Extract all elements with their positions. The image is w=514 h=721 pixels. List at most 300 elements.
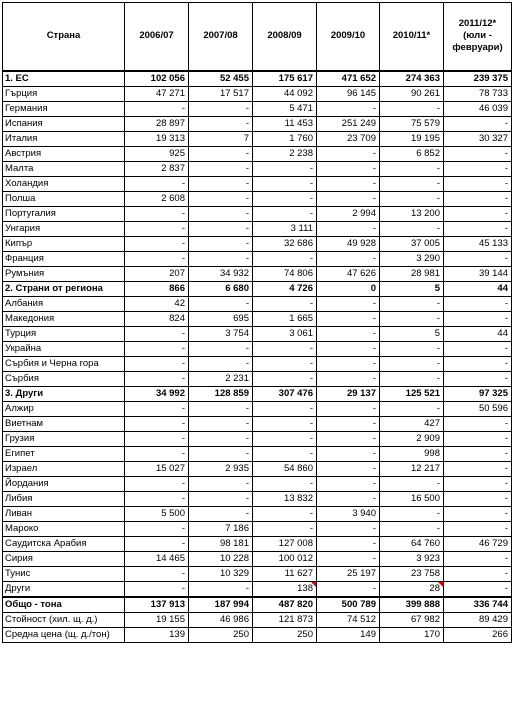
- table-cell: -: [189, 581, 253, 597]
- row-label: Македония: [3, 311, 125, 326]
- table-cell: -: [317, 296, 380, 311]
- table-cell: -: [444, 296, 512, 311]
- table-cell: -: [444, 566, 512, 581]
- table-cell: 19 313: [125, 131, 189, 146]
- table-row: [3, 356, 512, 371]
- table-row: [3, 536, 512, 551]
- table-cell: 251 249: [317, 116, 380, 131]
- table-cell: 170: [380, 627, 444, 642]
- row-label: Алжир: [3, 401, 125, 416]
- table-cell: -: [317, 341, 380, 356]
- table-cell: 67 982: [380, 612, 444, 627]
- table-cell: 3 061: [253, 326, 317, 341]
- table-cell: 487 820: [253, 597, 317, 613]
- table-cell: -: [380, 521, 444, 536]
- table-cell: -: [444, 206, 512, 221]
- table-cell: -: [253, 296, 317, 311]
- row-label: Румъния: [3, 266, 125, 281]
- row-label: Албания: [3, 296, 125, 311]
- table-cell: 3 754: [189, 326, 253, 341]
- row-label: Малта: [3, 161, 125, 176]
- table-cell: -: [189, 341, 253, 356]
- table-cell: -: [444, 311, 512, 326]
- table-row: [3, 371, 512, 386]
- table-cell: -: [189, 221, 253, 236]
- table-row: [3, 386, 512, 401]
- table-cell: 2 837: [125, 161, 189, 176]
- table-cell: 250: [189, 627, 253, 642]
- table-cell: 266: [444, 627, 512, 642]
- table-cell: 45 133: [444, 236, 512, 251]
- table-cell: 49 928: [317, 236, 380, 251]
- table-row: [3, 116, 512, 131]
- table-cell: 30 327: [444, 131, 512, 146]
- table-cell: 17 517: [189, 86, 253, 101]
- table-cell: -: [444, 341, 512, 356]
- table-cell: 2 935: [189, 461, 253, 476]
- table-row: [3, 461, 512, 476]
- table-cell: -: [253, 521, 317, 536]
- table-cell: 2 909: [380, 431, 444, 446]
- table-cell: -: [444, 371, 512, 386]
- table-cell: 90 261: [380, 86, 444, 101]
- table-cell: 102 056: [125, 71, 189, 87]
- table-cell: 336 744: [444, 597, 512, 613]
- table-cell: 250: [253, 627, 317, 642]
- table-cell: 500 789: [317, 597, 380, 613]
- table-cell: 13 832: [253, 491, 317, 506]
- table-cell: -: [317, 446, 380, 461]
- table-cell: -: [444, 161, 512, 176]
- table-cell: 175 617: [253, 71, 317, 87]
- table-cell: 3 940: [317, 506, 380, 521]
- table-cell: -: [444, 356, 512, 371]
- table-cell: -: [380, 341, 444, 356]
- table-cell: -: [253, 506, 317, 521]
- table-cell: -: [317, 371, 380, 386]
- table-row: [3, 581, 512, 597]
- table-cell: 149: [317, 627, 380, 642]
- table-cell: 52 455: [189, 71, 253, 87]
- table-cell: -: [125, 491, 189, 506]
- table-cell: 78 733: [444, 86, 512, 101]
- table-cell: -: [317, 536, 380, 551]
- table-row: [3, 221, 512, 236]
- table-cell: 1 665: [253, 311, 317, 326]
- table-cell: 44: [444, 326, 512, 341]
- row-label: Италия: [3, 131, 125, 146]
- table-row: [3, 191, 512, 206]
- table-cell: -: [253, 206, 317, 221]
- table-cell: -: [253, 431, 317, 446]
- row-label: 3. Други: [3, 386, 125, 401]
- table-cell: 46 986: [189, 612, 253, 627]
- table-cell: 695: [189, 311, 253, 326]
- table-cell: -: [125, 251, 189, 266]
- table-cell: -: [444, 221, 512, 236]
- column-header: 2006/07: [125, 3, 189, 71]
- table-cell: -: [125, 536, 189, 551]
- table-cell: 925: [125, 146, 189, 161]
- table-row: [3, 86, 512, 101]
- table-row: [3, 176, 512, 191]
- table-cell: -: [125, 356, 189, 371]
- table-row: [3, 341, 512, 356]
- table-cell: 54 860: [253, 461, 317, 476]
- table-cell: -: [189, 416, 253, 431]
- row-label: Полша: [3, 191, 125, 206]
- table-cell: -: [125, 401, 189, 416]
- table-cell: 1 760: [253, 131, 317, 146]
- table-cell: 64 760: [380, 536, 444, 551]
- table-cell: -: [380, 191, 444, 206]
- table-cell: -: [125, 206, 189, 221]
- table-cell: 25 197: [317, 566, 380, 581]
- table-cell: -: [444, 491, 512, 506]
- table-cell: -: [317, 551, 380, 566]
- row-label: Сирия: [3, 551, 125, 566]
- header-row: [3, 3, 512, 71]
- table-cell: -: [189, 506, 253, 521]
- table-cell: 44: [444, 281, 512, 296]
- table-cell: -: [380, 161, 444, 176]
- table-cell: -: [317, 521, 380, 536]
- row-label: Украйна: [3, 341, 125, 356]
- table-cell: 2 238: [253, 146, 317, 161]
- table-cell: -: [444, 551, 512, 566]
- row-label: Турция: [3, 326, 125, 341]
- table-cell: -: [253, 176, 317, 191]
- table-cell: -: [189, 446, 253, 461]
- table-cell: 28 897: [125, 116, 189, 131]
- row-label: Общо - тона: [3, 597, 125, 613]
- table-cell: -: [444, 431, 512, 446]
- table-cell: -: [444, 521, 512, 536]
- table-cell: 23 758: [380, 566, 444, 581]
- row-label: 2. Страни от региона: [3, 281, 125, 296]
- table-row: [3, 281, 512, 296]
- table-cell: 19 155: [125, 612, 189, 627]
- column-header: 2010/11*: [380, 3, 444, 71]
- table-cell: -: [125, 341, 189, 356]
- table-cell: -: [189, 161, 253, 176]
- row-label: Кипър: [3, 236, 125, 251]
- table-cell: 239 375: [444, 71, 512, 87]
- table-body: [3, 3, 512, 643]
- table-cell: -: [125, 221, 189, 236]
- table-cell: 307 476: [253, 386, 317, 401]
- table-cell: 96 145: [317, 86, 380, 101]
- row-label: Йордания: [3, 476, 125, 491]
- table-cell: 998: [380, 446, 444, 461]
- table-row: [3, 476, 512, 491]
- row-label: Германия: [3, 101, 125, 116]
- table-cell: 19 195: [380, 131, 444, 146]
- table-row: [3, 266, 512, 281]
- table-cell: -: [189, 356, 253, 371]
- table-cell: -: [253, 371, 317, 386]
- column-header: 2008/09: [253, 3, 317, 71]
- table-cell: -: [317, 491, 380, 506]
- table-cell: 187 994: [189, 597, 253, 613]
- table-cell: 866: [125, 281, 189, 296]
- table-cell: 89 429: [444, 612, 512, 627]
- table-cell: 2 994: [317, 206, 380, 221]
- table-cell: -: [253, 161, 317, 176]
- table-row: [3, 101, 512, 116]
- table-row: [3, 551, 512, 566]
- table-cell: 37 005: [380, 236, 444, 251]
- table-cell: 4 726: [253, 281, 317, 296]
- column-header: 2011/12* (юли - февруари): [444, 3, 512, 71]
- table-cell: 399 888: [380, 597, 444, 613]
- table-cell: -: [189, 191, 253, 206]
- table-row: [3, 431, 512, 446]
- table-row: [3, 311, 512, 326]
- table-cell: 10 329: [189, 566, 253, 581]
- table-cell: -: [189, 401, 253, 416]
- row-label: Саудитска Арабия: [3, 536, 125, 551]
- table-cell: 121 873: [253, 612, 317, 627]
- row-label: Унгария: [3, 221, 125, 236]
- table-cell: -: [189, 476, 253, 491]
- table-cell: -: [125, 581, 189, 597]
- table-cell: -: [125, 236, 189, 251]
- table-cell: 471 652: [317, 71, 380, 87]
- table-cell: 97 325: [444, 386, 512, 401]
- table-cell: -: [380, 101, 444, 116]
- table-cell: -: [444, 416, 512, 431]
- table-cell: 128 859: [189, 386, 253, 401]
- table-cell: -: [317, 311, 380, 326]
- table-row: [3, 401, 512, 416]
- row-label: Либия: [3, 491, 125, 506]
- table-row: [3, 506, 512, 521]
- table-cell: 39 144: [444, 266, 512, 281]
- table-cell: 50 596: [444, 401, 512, 416]
- table-row: [3, 446, 512, 461]
- table-cell: -: [444, 461, 512, 476]
- table-cell: -: [444, 251, 512, 266]
- table-cell: -: [189, 491, 253, 506]
- table-cell: -: [189, 296, 253, 311]
- table-cell: -: [380, 356, 444, 371]
- table-cell: -: [317, 251, 380, 266]
- table-cell: -: [317, 461, 380, 476]
- table-row: [3, 236, 512, 251]
- table-cell: -: [317, 146, 380, 161]
- table-cell: -: [317, 191, 380, 206]
- table-cell: 6 680: [189, 281, 253, 296]
- table-cell: 44 092: [253, 86, 317, 101]
- table-cell: 11 453: [253, 116, 317, 131]
- table-cell: -: [125, 176, 189, 191]
- table-cell: 15 027: [125, 461, 189, 476]
- row-label: Стойност (хил. щ. д.): [3, 612, 125, 627]
- table-cell: -: [380, 296, 444, 311]
- row-label: Тунис: [3, 566, 125, 581]
- row-label: Сърбия и Черна гора: [3, 356, 125, 371]
- table-cell: -: [253, 401, 317, 416]
- row-label: Средна цена (щ. д./тон): [3, 627, 125, 642]
- table-cell: -: [380, 371, 444, 386]
- row-label: Испания: [3, 116, 125, 131]
- row-label: Австрия: [3, 146, 125, 161]
- row-label: Египет: [3, 446, 125, 461]
- row-label: Франция: [3, 251, 125, 266]
- row-label: Холандия: [3, 176, 125, 191]
- table-cell: -: [444, 176, 512, 191]
- table-cell: 3 111: [253, 221, 317, 236]
- table-row: [3, 491, 512, 506]
- table-cell: -: [189, 101, 253, 116]
- row-label: Португалия: [3, 206, 125, 221]
- table-cell: -: [380, 476, 444, 491]
- table-cell: -: [125, 416, 189, 431]
- table-cell: -: [444, 506, 512, 521]
- table-cell: -: [253, 341, 317, 356]
- row-label: Мароко: [3, 521, 125, 536]
- table-cell: 207: [125, 266, 189, 281]
- table-cell: -: [253, 356, 317, 371]
- table-row: [3, 251, 512, 266]
- table-cell: -: [253, 251, 317, 266]
- table-cell: -: [125, 566, 189, 581]
- table-cell: -: [317, 161, 380, 176]
- column-header: Страна: [3, 3, 125, 71]
- table-cell: -: [380, 506, 444, 521]
- table-cell: 28 981: [380, 266, 444, 281]
- table-cell: 14 465: [125, 551, 189, 566]
- table-cell: -: [189, 236, 253, 251]
- table-cell: -: [317, 416, 380, 431]
- table-cell: 29 137: [317, 386, 380, 401]
- table-cell: 34 992: [125, 386, 189, 401]
- row-label: Израел: [3, 461, 125, 476]
- table-cell: -: [317, 476, 380, 491]
- table-cell: -: [380, 221, 444, 236]
- table-cell: -: [380, 401, 444, 416]
- table-cell: 3 290: [380, 251, 444, 266]
- row-label: Гърция: [3, 86, 125, 101]
- table-cell: -: [125, 431, 189, 446]
- table-cell: -: [317, 101, 380, 116]
- table-cell: -: [317, 401, 380, 416]
- table-cell: 5: [380, 281, 444, 296]
- table-row: [3, 71, 512, 87]
- table-cell: 139: [125, 627, 189, 642]
- table-cell: 100 012: [253, 551, 317, 566]
- table-cell: 6 852: [380, 146, 444, 161]
- table-cell: 10 228: [189, 551, 253, 566]
- row-label: 1. ЕС: [3, 71, 125, 87]
- table-cell: -: [189, 176, 253, 191]
- table-cell: -: [125, 446, 189, 461]
- table-cell: 11 627: [253, 566, 317, 581]
- table-cell: 2 231: [189, 371, 253, 386]
- cell-comment-marker: 138: [253, 581, 317, 597]
- table-cell: 47 271: [125, 86, 189, 101]
- table-row: [3, 296, 512, 311]
- table-cell: 5 500: [125, 506, 189, 521]
- table-row: [3, 326, 512, 341]
- table-cell: 23 709: [317, 131, 380, 146]
- table-cell: 125 521: [380, 386, 444, 401]
- table-cell: -: [189, 206, 253, 221]
- table-cell: -: [317, 356, 380, 371]
- table-cell: 5: [380, 326, 444, 341]
- table-cell: -: [125, 101, 189, 116]
- table-cell: 13 200: [380, 206, 444, 221]
- table-cell: -: [189, 431, 253, 446]
- table-cell: 98 181: [189, 536, 253, 551]
- table-row: [3, 206, 512, 221]
- table-cell: -: [317, 431, 380, 446]
- table-cell: -: [444, 446, 512, 461]
- table-cell: 74 512: [317, 612, 380, 627]
- table-cell: -: [253, 416, 317, 431]
- table-cell: -: [444, 116, 512, 131]
- table-cell: -: [125, 326, 189, 341]
- table-cell: 74 806: [253, 266, 317, 281]
- table-cell: 274 363: [380, 71, 444, 87]
- cell-comment-marker: 28: [380, 581, 444, 597]
- row-label: Други: [3, 581, 125, 597]
- table-cell: 824: [125, 311, 189, 326]
- table-cell: 46 039: [444, 101, 512, 116]
- table-cell: -: [317, 326, 380, 341]
- table-cell: -: [380, 311, 444, 326]
- table-row: [3, 566, 512, 581]
- table-cell: -: [444, 581, 512, 597]
- table-cell: 47 626: [317, 266, 380, 281]
- table-row: [3, 521, 512, 536]
- table-cell: -: [189, 116, 253, 131]
- table-cell: 5 471: [253, 101, 317, 116]
- table-cell: -: [444, 476, 512, 491]
- table-cell: -: [253, 476, 317, 491]
- table-cell: -: [253, 191, 317, 206]
- table-cell: -: [125, 521, 189, 536]
- table-row: [3, 612, 512, 627]
- row-label: Сърбия: [3, 371, 125, 386]
- table-row: [3, 131, 512, 146]
- table-cell: 32 686: [253, 236, 317, 251]
- table-row: [3, 627, 512, 642]
- row-label: Грузия: [3, 431, 125, 446]
- column-header: 2007/08: [189, 3, 253, 71]
- table-row: [3, 146, 512, 161]
- table-row: [3, 161, 512, 176]
- table-cell: 7 186: [189, 521, 253, 536]
- row-label: Ливан: [3, 506, 125, 521]
- table-cell: 0: [317, 281, 380, 296]
- table-cell: 137 913: [125, 597, 189, 613]
- table-cell: 427: [380, 416, 444, 431]
- table-cell: 42: [125, 296, 189, 311]
- table-cell: -: [317, 581, 380, 597]
- table-cell: 34 932: [189, 266, 253, 281]
- table-cell: 75 579: [380, 116, 444, 131]
- table-cell: -: [444, 191, 512, 206]
- table-cell: -: [444, 146, 512, 161]
- table-cell: 46 729: [444, 536, 512, 551]
- table-cell: -: [380, 176, 444, 191]
- table-cell: 7: [189, 131, 253, 146]
- data-table: [2, 2, 512, 643]
- table-cell: -: [189, 251, 253, 266]
- row-label: Виетнам: [3, 416, 125, 431]
